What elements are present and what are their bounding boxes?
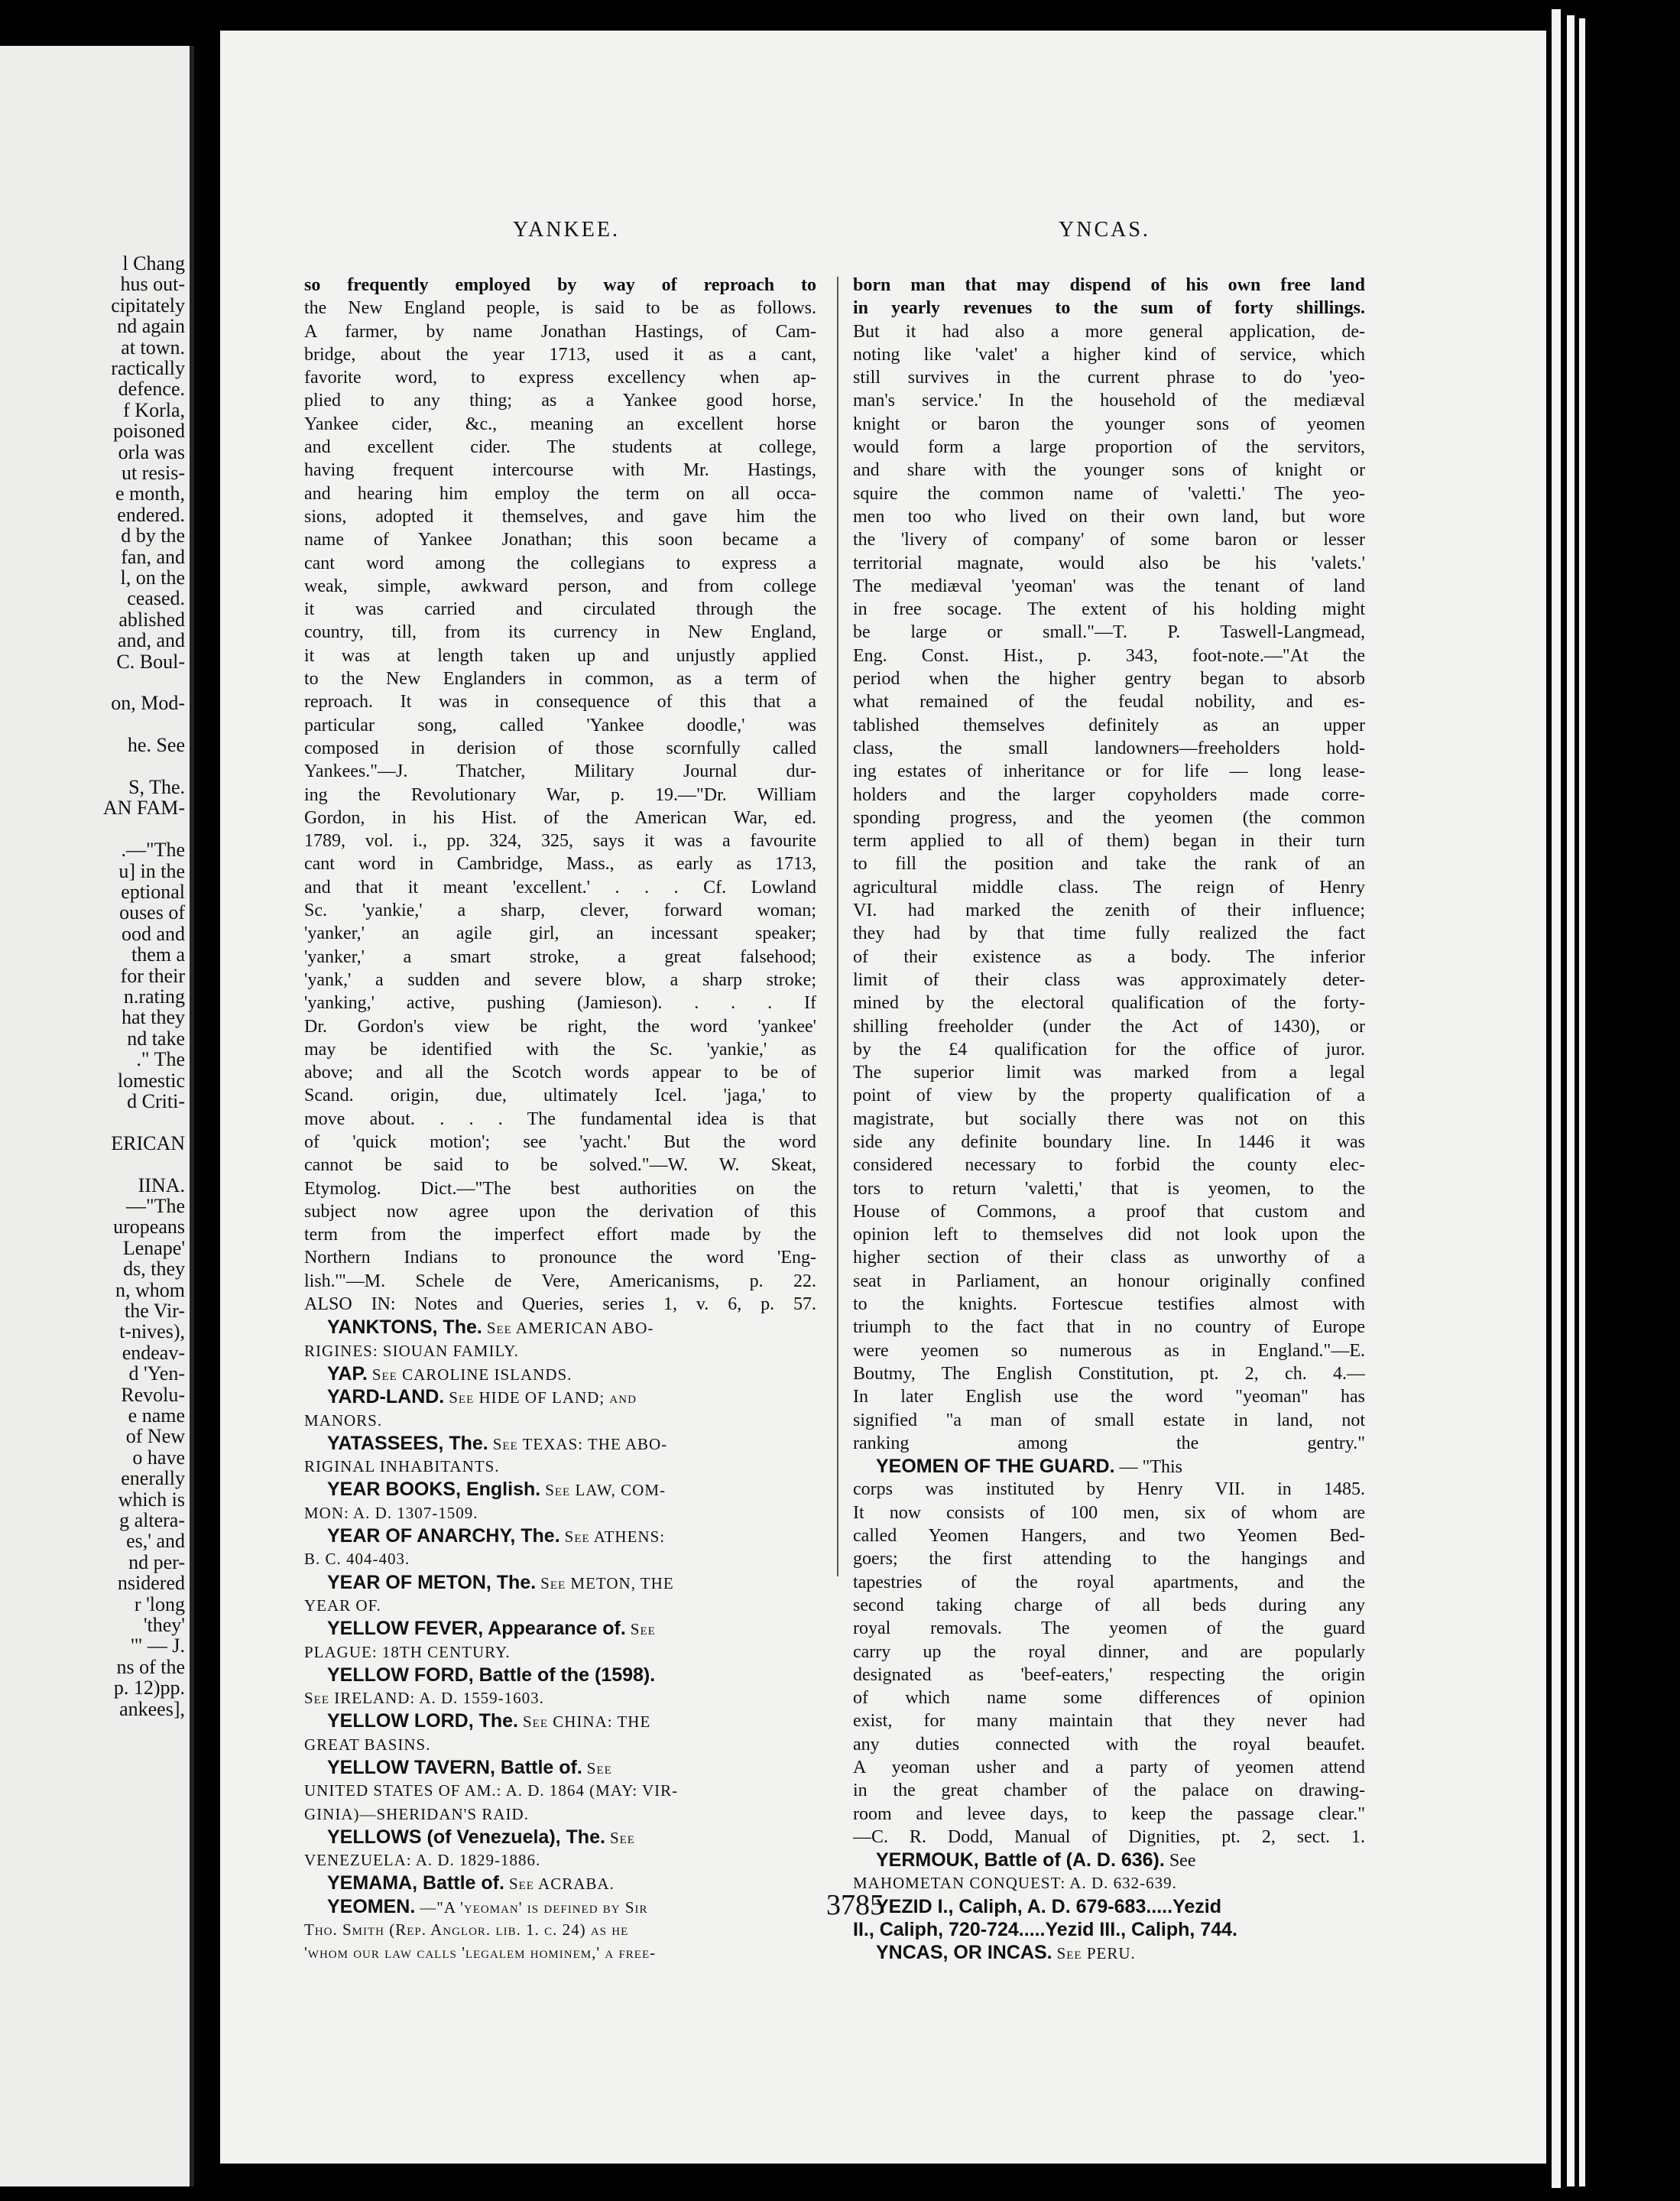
text-line: exist, for many maintain that they never had xyxy=(853,1711,1365,1732)
entry-line xyxy=(304,1617,816,1640)
fragment-line: orla was xyxy=(118,440,185,463)
text-line: it was carried and circulated through the xyxy=(304,599,816,620)
text-line: tors to return 'valetti,' that is yeomen, to the xyxy=(853,1178,1365,1199)
entry-line xyxy=(304,1826,816,1849)
page-edge xyxy=(1567,15,1575,2186)
text-line: 'yanker,' an agile girl, an incessant speaker; xyxy=(304,924,816,944)
fragment-line: eptional xyxy=(121,881,185,903)
entry-see: See xyxy=(1169,1851,1196,1871)
entry-head: II., Caliph, 720-724.....Yezid III., Caliph, 744. xyxy=(853,1919,1237,1941)
fragment-line: ankees], xyxy=(119,1697,185,1720)
entry-line xyxy=(304,1478,816,1501)
fragment-line: he. See xyxy=(127,734,185,757)
text-line: magistrate, but socially there was not on this xyxy=(853,1109,1365,1129)
text-line: considered necessary to forbid the county elec- xyxy=(853,1155,1365,1176)
page-edge xyxy=(1579,18,1585,2186)
entry-line xyxy=(853,1455,1365,1478)
fragment-line: d Criti- xyxy=(127,1090,185,1112)
text-line: by the £4 qualification for the office of juror. xyxy=(853,1039,1365,1060)
entry-continuation: RIGINES: SIOUAN FAMILY. xyxy=(304,1341,519,1360)
text-line: designated as 'beef-eaters,' respecting the origin xyxy=(853,1664,1365,1685)
text-line: plied to any thing; as a Yankee good horse, xyxy=(304,391,816,411)
entry-line xyxy=(304,1385,816,1408)
text-line: Northern Indians to pronounce the word 'Eng- xyxy=(304,1248,816,1268)
text-line: agricultural middle class. The reign of Henry xyxy=(853,877,1365,898)
text-line: sions, adopted it themselves, and gave him the xyxy=(304,506,816,527)
entry-see: —"A 'yeoman' is defined by Sir xyxy=(420,1897,648,1917)
entry-see: See xyxy=(630,1620,656,1639)
fragment-line: lomestic xyxy=(117,1069,185,1092)
text-line: in the great chamber of the palace on drawing- xyxy=(853,1781,1365,1801)
text-line: territorial magnate, would also be his 'valets.' xyxy=(853,553,1365,573)
fragment-line: —"The xyxy=(125,1195,185,1217)
entry-line xyxy=(304,1432,816,1455)
fragment-line: on, Mod- xyxy=(111,692,185,715)
text-line: 'yank,' a sudden and severe blow, a sharp stroke; xyxy=(304,969,816,990)
fragment-line: nd per- xyxy=(128,1550,185,1573)
entry-head: YELLOW TAVERN, Battle of. xyxy=(327,1757,582,1778)
fragment-line: C. Boul- xyxy=(116,650,185,673)
entry-head: YEMAMA, Battle of. xyxy=(327,1872,504,1894)
entry-continuation: 'whom our law calls 'legalem hominem,' a free- xyxy=(304,1943,657,1962)
entry-line xyxy=(304,1316,816,1339)
entry-line xyxy=(853,1941,1365,1964)
text-line: corps was instituted by Henry VII. in 1485. xyxy=(853,1479,1365,1500)
entry-see: See PERU. xyxy=(1056,1944,1136,1963)
text-line: Scand. origin, due, ultimately Icel. 'jaga,' to xyxy=(304,1086,816,1106)
entry-head: YEAR BOOKS, English. xyxy=(327,1479,541,1501)
text-line: the New England people, is said to be as follows. xyxy=(304,298,816,319)
entry-line xyxy=(304,1571,816,1594)
text-line: Yankee cider, &c., meaning an excellent horse xyxy=(304,414,816,434)
fragment-line: endeav- xyxy=(122,1341,185,1364)
text-line: so frequently employed by way of reproach to xyxy=(304,275,816,295)
fragment-line: nsidered xyxy=(117,1572,185,1595)
text-line: The superior limit was marked from a legal xyxy=(853,1063,1365,1083)
entry-see: See CHINA: THE xyxy=(523,1712,651,1732)
text-line: cannot be said to be solved."—W. W. Skeat, xyxy=(304,1155,816,1176)
text-line: name of Yankee Jonathan; this soon became a xyxy=(304,530,816,550)
page-number: 3785 xyxy=(826,1889,884,1921)
entry-head: YERMOUK, Battle of (A. D. 636). xyxy=(876,1849,1165,1871)
text-line: ALSO IN: Notes and Queries, series 1, v. 6, p. 57. xyxy=(304,1294,816,1315)
text-line: move about. . . . The fundamental idea is that xyxy=(304,1109,816,1129)
text-line: A yeoman usher and a party of yeomen attend xyxy=(853,1758,1365,1777)
fragment-line: ns of the xyxy=(116,1655,185,1678)
entry-head: YEOMEN. xyxy=(327,1895,416,1917)
text-line: class, the small landowners—freeholders hold- xyxy=(853,738,1365,758)
text-line: Sc. 'yankie,' a sharp, clever, forward woman; xyxy=(304,901,816,921)
text-line: Etymolog. Dict.—"The best authorities on the xyxy=(304,1178,816,1199)
entry-see: See HIDE OF LAND; and xyxy=(449,1388,637,1407)
text-line: favorite word, to express excellency when ap- xyxy=(304,368,816,388)
text-line: to the knights. Fortescue testifies almost with xyxy=(853,1294,1365,1315)
fragment-line: fan, and xyxy=(121,545,185,568)
text-line: holders and the larger copyholders made corre- xyxy=(853,784,1365,805)
entry-continuation: B. C. 404-403. xyxy=(304,1550,410,1569)
entry-see: See ACRABA. xyxy=(508,1875,615,1894)
text-line: opinion left to themselves did not look upon the xyxy=(853,1225,1365,1245)
main-page xyxy=(220,31,1546,2164)
text-line: ing estates of inheritance or for life — long lease- xyxy=(853,761,1365,782)
entry-head: YARD-LAND. xyxy=(327,1386,445,1408)
fragment-line: nd take xyxy=(127,1027,185,1050)
fragment-line: and, and xyxy=(117,629,185,652)
fragment-line: 'they' xyxy=(143,1614,185,1636)
entry-continuation: UNITED STATES OF AM.: A. D. 1864 (MAY: VIR- xyxy=(304,1781,679,1800)
entry-line xyxy=(304,1524,816,1547)
fragment-line: d by the xyxy=(121,524,185,547)
text-line: be large or small."—T. P. Taswell-Langmead, xyxy=(853,622,1365,643)
entry-continuation: MANORS. xyxy=(304,1411,383,1430)
text-line: squire the common name of 'valetti.' The yeo- xyxy=(853,483,1365,504)
fragment-line: e month, xyxy=(115,482,185,505)
text-line: A farmer, by name Jonathan Hastings, of Cam- xyxy=(304,321,816,342)
fragment-line: ablished xyxy=(118,608,185,631)
text-line: and share with the younger sons of knight or xyxy=(853,460,1365,481)
text-line: subject now agree upon the derivation of this xyxy=(304,1201,816,1222)
entry-continuation: MON: A. D. 1307-1509. xyxy=(304,1503,478,1522)
column-rule xyxy=(837,277,838,1576)
fragment-line: '" — J. xyxy=(131,1635,185,1657)
text-line: noting like 'valet' a higher kind of service, which xyxy=(853,344,1365,365)
text-line: —C. R. Dodd, Manual of Dignities, pt. 2, sect. 1. xyxy=(853,1826,1365,1847)
text-line: shilling freeholder (under the Act of 1430), or xyxy=(853,1016,1365,1037)
fragment-line: nd again xyxy=(117,315,185,338)
text-line: limit of their class was approximately deter- xyxy=(853,969,1365,990)
entry-continuation: RIGINAL INHABITANTS. xyxy=(304,1457,500,1476)
entry-head: YELLOW FORD, Battle of the (1598). xyxy=(327,1664,656,1686)
entry-continuation: MAHOMETAN CONQUEST: A. D. 632-639. xyxy=(853,1874,1177,1893)
text-line: royal removals. The yeomen of the guard xyxy=(853,1618,1365,1639)
fragment-line: ood and xyxy=(121,922,185,945)
text-line: and that it meant 'excellent.' . . . Cf. Lowland xyxy=(304,877,816,898)
entry-see: See ATHENS: xyxy=(564,1527,666,1547)
text-line: above; and all the Scotch words appear to be of xyxy=(304,1063,816,1083)
fragment-line: p. 12)pp. xyxy=(113,1677,185,1699)
text-line: in yearly revenues to the sum of forty shillings. xyxy=(853,298,1365,319)
text-line: and excellent cider. The students at college, xyxy=(304,437,816,458)
entry-head: YELLOW FEVER, Appearance of. xyxy=(327,1618,626,1640)
left-column xyxy=(304,274,816,1965)
text-line: term from the imperfect effort made by the xyxy=(304,1225,816,1245)
fragment-line: n.rating xyxy=(123,985,185,1008)
entry-see: See TEXAS: THE ABO- xyxy=(492,1434,668,1453)
right-column xyxy=(853,274,1365,1965)
entry-head: YEAR OF METON, The. xyxy=(327,1571,537,1593)
fragment-line: g altera- xyxy=(119,1509,185,1531)
text-line: room and levee days, to keep the passage clear." xyxy=(853,1803,1365,1824)
text-line: weak, simple, awkward person, and from college xyxy=(304,576,816,596)
text-line: House of Commons, a proof that custom and xyxy=(853,1201,1365,1222)
text-line: mined by the electoral qualification of the forty- xyxy=(853,993,1365,1014)
running-head-left: YANKEE. xyxy=(513,218,620,242)
entry-text: — "This xyxy=(1119,1457,1182,1478)
entry-continuation: PLAGUE: 18TH CENTURY. xyxy=(304,1642,511,1661)
fragment-line: r 'long xyxy=(134,1592,185,1615)
fragment-line: n, whom xyxy=(115,1278,185,1301)
fragment-line: u] in the xyxy=(118,859,185,882)
fragment-line: .—"The xyxy=(121,839,185,862)
text-line: 'yanker,' a smart stroke, a great falsehood; xyxy=(304,946,816,967)
fragment-line: S, The. xyxy=(128,776,185,798)
text-line: of their existence as a body. The inferior xyxy=(853,946,1365,967)
fragment-line: l Chang xyxy=(122,252,185,274)
text-line: called Yeomen Hangers, and two Yeomen Bed- xyxy=(853,1526,1365,1547)
entry-head: YEAR OF ANARCHY, The. xyxy=(327,1525,560,1547)
text-line: cant word among the collegians to express a xyxy=(304,553,816,573)
entry-see: See AMERICAN ABO- xyxy=(486,1319,654,1338)
entry-see: See xyxy=(586,1759,612,1777)
text-line: higher section of their class as unworthy of a xyxy=(853,1248,1365,1268)
entry-see: See xyxy=(609,1828,635,1847)
entry-see: See METON, THE xyxy=(540,1573,674,1592)
entry-line xyxy=(853,1849,1365,1871)
text-line: The mediæval 'yeoman' was the tenant of land xyxy=(853,576,1365,596)
text-line: would form a large proportion of the servitors, xyxy=(853,437,1365,458)
fragment-line: d 'Yen- xyxy=(128,1362,185,1385)
entry-head: YELLOW LORD, The. xyxy=(327,1710,518,1732)
entry-line xyxy=(304,1871,816,1894)
text-line: 'yanking,' active, pushing (Jamieson). . . . If xyxy=(304,993,816,1014)
fragment-line: e name xyxy=(128,1404,185,1427)
text-line: Gordon, in his Hist. of the American War, ed. xyxy=(304,807,816,828)
entry-continuation: Tho. Smith (Rep. Anglor. lib. 1. c. 24) as he xyxy=(304,1920,629,1940)
fragment-line: IINA. xyxy=(138,1174,185,1196)
text-line: Boutmy, The English Constitution, pt. 2, ch. 4.— xyxy=(853,1363,1365,1384)
text-line: VI. had marked the zenith of their influence; xyxy=(853,901,1365,921)
text-line: ing the Revolutionary War, p. 19.—"Dr. William xyxy=(304,784,816,805)
entry-see: See CAROLINE ISLANDS. xyxy=(371,1365,572,1384)
text-line: man's service.' In the household of the mediæval xyxy=(853,391,1365,411)
text-line: In later English use the word "yeoman" has xyxy=(853,1387,1365,1407)
text-line: of which name some differences of opinion xyxy=(853,1688,1365,1709)
page-edge xyxy=(1552,9,1561,2188)
text-line: born man that may dispend of his own free land xyxy=(853,275,1365,295)
text-line: period when the higher gentry began to absorb xyxy=(853,669,1365,690)
entry-head: YAP. xyxy=(327,1362,368,1385)
fragment-line: enerally xyxy=(121,1467,185,1490)
fragment-line: the Vir- xyxy=(124,1300,185,1322)
entry-line xyxy=(304,1756,816,1779)
entry-continuation: See IRELAND: A. D. 1559-1603. xyxy=(304,1689,544,1708)
fragment-line: o have xyxy=(132,1446,185,1469)
text-line: may be identified with the Sc. 'yankie,' as xyxy=(304,1039,816,1060)
entry-head: YNCAS, OR INCAS. xyxy=(876,1942,1052,1964)
fragment-line: at town. xyxy=(121,336,185,359)
text-line: knight or baron the younger sons of yeomen xyxy=(853,414,1365,434)
text-line: side any definite boundary line. In 1446 it was xyxy=(853,1131,1365,1152)
fragment-line: defence. xyxy=(118,378,185,401)
text-line: 1789, vol. i., pp. 324, 325, says it was a favourite xyxy=(304,831,816,852)
text-line: sponding progress, and the yeomen (the common xyxy=(853,807,1365,828)
entry-continuation: GREAT BASINS. xyxy=(304,1735,431,1754)
entry-line xyxy=(304,1895,816,1918)
text-line: Yankees."—J. Thatcher, Military Journal dur- xyxy=(304,761,816,782)
fragment-line: for their xyxy=(120,964,185,987)
text-line: to fill the position and take the rank of an xyxy=(853,854,1365,875)
entry-line xyxy=(304,1362,816,1385)
fragment-line: of New xyxy=(125,1425,185,1448)
text-line: particular song, called 'Yankee doodle,' was xyxy=(304,715,816,735)
fragment-line: Lenape' xyxy=(122,1236,185,1259)
fragment-line: AN FAM- xyxy=(102,797,185,820)
entry-line xyxy=(304,1664,816,1686)
text-line: the 'livery of company' of some baron or lesser xyxy=(853,530,1365,550)
fragment-line: es,' and xyxy=(126,1530,185,1553)
fragment-line: ERICAN xyxy=(111,1131,185,1154)
fragment-line: poisoned xyxy=(113,420,185,443)
text-line: signified "a man of small estate in land, not xyxy=(853,1410,1365,1430)
fragment-line: hus out- xyxy=(120,273,185,296)
text-line: tablished themselves definitely as an upper xyxy=(853,715,1365,735)
entry-continuation: VENEZUELA: A. D. 1829-1886. xyxy=(304,1851,541,1870)
entry-continuation: GINIA)—SHERIDAN'S RAID. xyxy=(304,1804,529,1823)
text-line: any duties connected with the royal beaufet. xyxy=(853,1734,1365,1755)
text-line: But it had also a more general application, de- xyxy=(853,321,1365,342)
entry-line xyxy=(304,1709,816,1732)
text-line: seat in Parliament, an honour originally confined xyxy=(853,1271,1365,1291)
fragment-line: cipitately xyxy=(111,294,185,317)
text-line: term applied to all of them) began in their turn xyxy=(853,831,1365,852)
facing-page-fragment xyxy=(0,46,194,2186)
text-line: Dr. Gordon's view be right, the word 'yankee' xyxy=(304,1016,816,1037)
fragment-line: which is xyxy=(118,1488,185,1511)
text-line: carry up the royal dinner, and are popularly xyxy=(853,1641,1365,1662)
text-line: what remained of the feudal nobility, and es- xyxy=(853,692,1365,713)
text-line: triumph to the fact that in no country of Europe xyxy=(853,1317,1365,1338)
entry-head: YATASSEES, The. xyxy=(327,1432,488,1454)
fragment-line: t-nives), xyxy=(119,1320,185,1343)
fragment-line: ouses of xyxy=(119,901,185,924)
fragment-line: ." The xyxy=(136,1048,185,1071)
entry-head: YELLOWS (of Venezuela), The. xyxy=(327,1826,605,1848)
fragment-line: ceased. xyxy=(127,587,185,610)
text-line: ranking among the gentry." xyxy=(853,1433,1365,1453)
fragment-line: f Korla, xyxy=(123,398,185,421)
fragment-line: them a xyxy=(131,943,185,966)
text-line: and hearing him employ the term on all occa- xyxy=(304,483,816,504)
text-line: Eng. Const. Hist., p. 343, foot-note.—"At the xyxy=(853,645,1365,666)
text-line: composed in derision of those scornfully called xyxy=(304,738,816,758)
fragment-line: l, on the xyxy=(120,566,185,589)
text-line: it was at length taken up and unjustly applied xyxy=(304,645,816,666)
text-line: to the New Englanders in common, as a term of xyxy=(304,669,816,690)
fragment-line: uropeans xyxy=(113,1216,185,1238)
text-line: still survives in the current phrase to do 'yeo- xyxy=(853,368,1365,388)
text-line: men too who lived on their own land, but wore xyxy=(853,506,1365,527)
text-line: bridge, about the year 1713, used it as a cant, xyxy=(304,344,816,365)
entry-head: YEOMEN OF THE GUARD. xyxy=(876,1456,1115,1478)
fragment-line: ut resis- xyxy=(121,462,185,484)
text-line: lish.'"—M. Schele de Vere, Americanisms, p. 22. xyxy=(304,1271,816,1291)
text-line: tapestries of the royal apartments, and the xyxy=(853,1572,1365,1592)
entry-continuation: YEAR OF. xyxy=(304,1596,381,1615)
text-line: point of view by the property qualification of a xyxy=(853,1086,1365,1106)
text-line: were yeomen so numerous as in England."—E. xyxy=(853,1340,1365,1361)
entry-head: YANKTONS, The. xyxy=(327,1316,482,1339)
text-line: in free socage. The extent of his holding might xyxy=(853,599,1365,620)
text-line: reproach. It was in consequence of this that a xyxy=(304,692,816,713)
entry-head: YEZID I., Caliph, A. D. 679-683.....Yezid xyxy=(876,1895,1221,1917)
text-line: they had by that time fully realized the fact xyxy=(853,924,1365,944)
text-line: goers; the first attending to the hangings and xyxy=(853,1549,1365,1570)
fragment-line: hat they xyxy=(121,1006,185,1029)
text-line: second taking charge of all beds during any xyxy=(853,1595,1365,1615)
text-line: of 'quick motion'; see 'yacht.' But the word xyxy=(304,1131,816,1152)
fragment-line: ractically xyxy=(111,357,185,379)
text-line: It now consists of 100 men, six of whom are xyxy=(853,1502,1365,1523)
running-head-right: YNCAS. xyxy=(1059,218,1150,242)
fragment-line: ds, they xyxy=(123,1258,185,1281)
entry-see: See LAW, COM- xyxy=(545,1481,666,1500)
text-line: cant word in Cambridge, Mass., as early as 1713, xyxy=(304,854,816,875)
text-line: country, till, from its currency in New England, xyxy=(304,622,816,643)
text-line: having frequent intercourse with Mr. Hastings, xyxy=(304,460,816,481)
fragment-line: endered. xyxy=(117,503,185,526)
fragment-line: Revolu- xyxy=(121,1383,185,1406)
